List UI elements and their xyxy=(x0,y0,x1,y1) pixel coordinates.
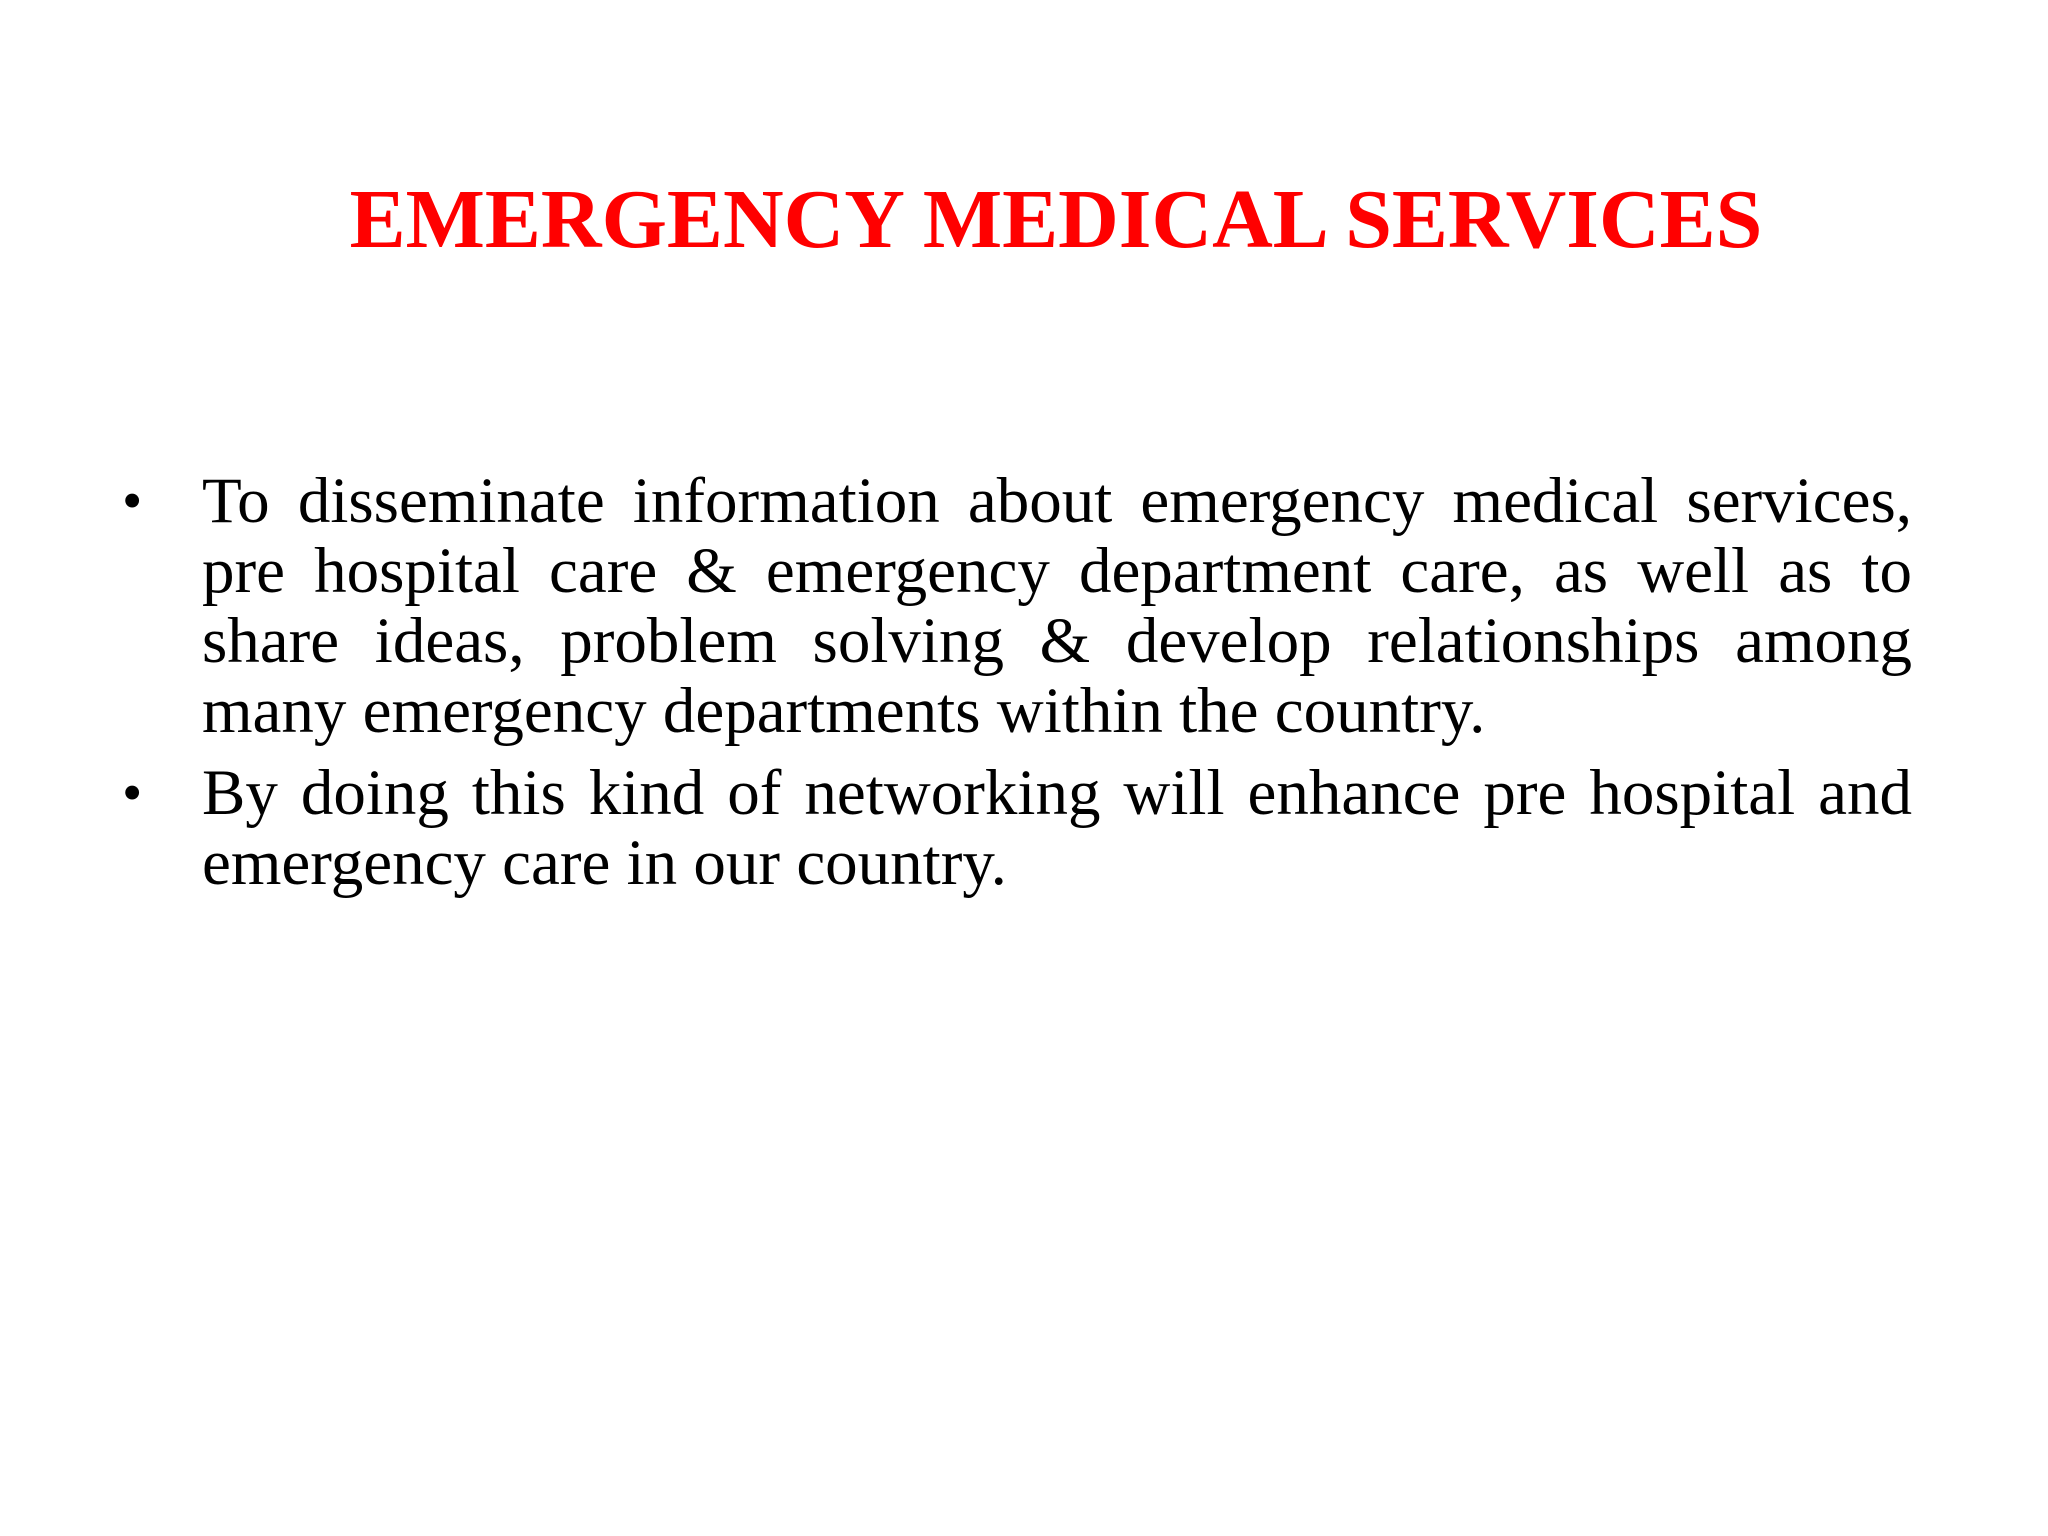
bullet-dot-icon: • xyxy=(122,760,143,825)
bullet-list xyxy=(122,466,1912,910)
bullet-text-1: To disseminate information about emergency medical services, pre hospital care & emergency department care, as well as to share ideas, problem solving & develop relationships among many emergency departments within the country. xyxy=(202,465,1912,747)
bullet-item-1 xyxy=(122,466,1912,746)
slide-title: EMERGENCY MEDICAL SERVICES xyxy=(349,173,1763,266)
bullet-text-2: By doing this kind of networking will enhance pre hospital and emergency care in our country. xyxy=(202,757,1912,899)
bullet-dot-icon: • xyxy=(122,468,143,533)
bullet-item-2 xyxy=(122,758,1912,898)
